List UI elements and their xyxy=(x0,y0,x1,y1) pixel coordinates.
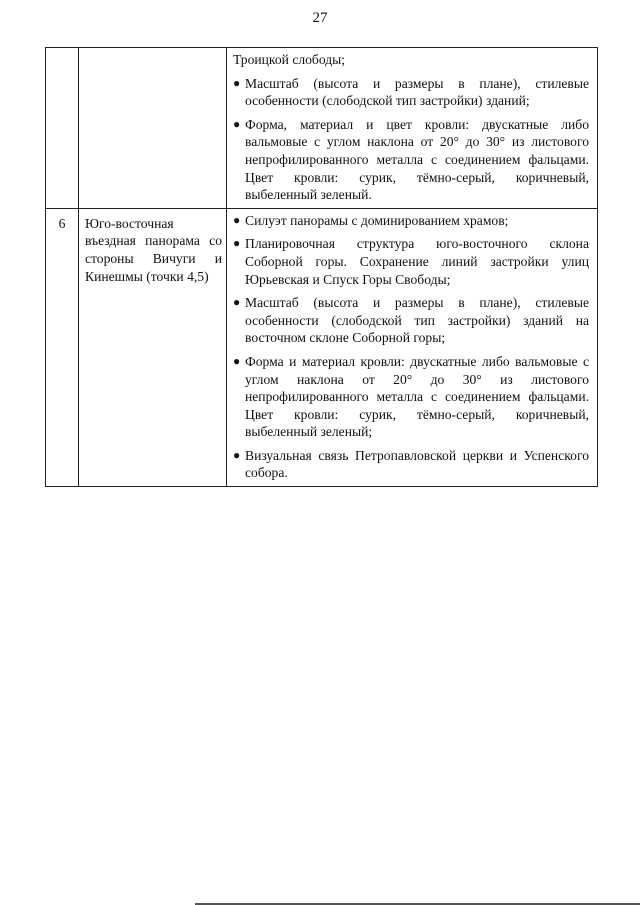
list-item xyxy=(233,294,589,347)
list-item-text: Масштаб (высота и размеры в плане), стилевые особенности (слободской тип застройки) зданий; xyxy=(245,75,589,109)
list-item xyxy=(233,116,589,204)
bullet-icon: ● xyxy=(233,447,241,462)
page-number: 27 xyxy=(312,10,328,26)
description-cell xyxy=(227,208,598,486)
bullet-icon: ● xyxy=(233,116,241,131)
location-cell xyxy=(79,48,227,209)
row-number-cell xyxy=(46,208,79,486)
list-item-text: Визуальная связь Петропавловской церкви и Успенского собора. xyxy=(245,447,589,481)
list-item xyxy=(233,212,589,230)
list-item xyxy=(233,353,589,441)
bullet-icon: ● xyxy=(233,295,241,310)
continued-text: Троицкой слободы; xyxy=(233,52,346,67)
list-item-text: Планировочная структура юго-восточного склона Соборной горы. Сохранение линий застройки улиц Юрьевская и Спуск Горы Свободы; xyxy=(245,236,589,287)
list-item-text: Силуэт панорамы с доминированием храмов; xyxy=(245,212,509,228)
bullet-icon: ● xyxy=(233,236,241,251)
list-item-text: Форма, материал и цвет кровли: двускатные либо вальмовые с углом наклона от 20° до 30° из листового непрофилированного металла с соединением фальцами. Цвет кровли: сурик, тёмно-серый, коричневый, выбеленный зеленый. xyxy=(245,116,589,203)
location-text: Юго-восточная въездная панорама со стороны Вичуги и Кинешмы (точки 4,5) xyxy=(85,215,222,284)
list-item-text: Форма и материал кровли: двускатные либо вальмовые с углом наклона от 20° до 30° из листового непрофилированного металла с соединением фальцами. Цвет кровли: сурик, тёмно-серый, коричневый, выбеленный зеленый; xyxy=(245,353,589,440)
table-row xyxy=(46,208,598,486)
row-number: 6 xyxy=(58,215,66,231)
location-cell xyxy=(79,208,227,486)
table-row xyxy=(46,48,598,209)
description-cell xyxy=(227,48,598,209)
bullet-icon: ● xyxy=(233,212,241,227)
row-number-cell xyxy=(46,48,79,209)
bullet-icon: ● xyxy=(233,353,241,368)
list-item xyxy=(233,447,589,482)
bullet-icon: ● xyxy=(233,75,241,90)
list-item-text: Масштаб (высота и размеры в плане), стилевые особенности (слободской тип застройки) зданий на восточном склоне Соборной горы; xyxy=(245,295,589,346)
requirements-table xyxy=(45,47,598,487)
list-item xyxy=(233,75,589,110)
list-item xyxy=(233,235,589,288)
